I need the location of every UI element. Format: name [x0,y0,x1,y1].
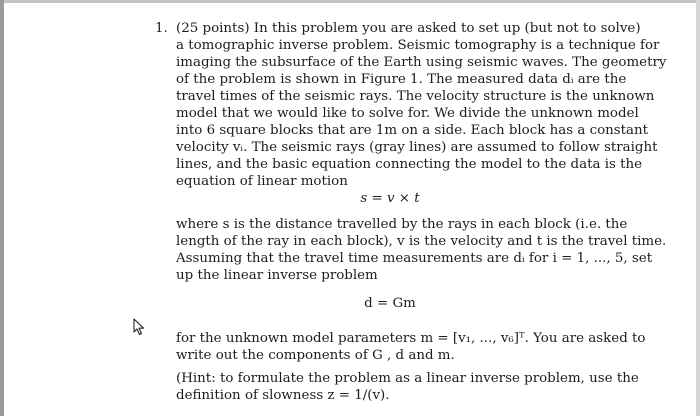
left-edge [0,0,4,416]
text-line: lines, and the basic equation connecting the model to the data is the [176,157,643,172]
text-line: imaging the subsurface of the Earth using seismic waves. The geometry [176,55,667,70]
problem-paragraph-2 [176,216,667,284]
text-line: equation of linear motion [176,174,348,189]
problem-paragraph-4 [176,370,639,404]
right-edge [696,0,700,416]
text-line: up the linear inverse problem [176,268,378,283]
text-line: into 6 square blocks that are 1m on a side. Each block has a constant [176,123,649,138]
text-line: velocity vᵢ. The seismic rays (gray lines) are assumed to follow straight [176,140,658,155]
top-edge [0,0,700,3]
mouse-pointer-icon [132,318,146,336]
text-line: length of the ray in each block), v is the velocity and t is the travel time. [176,234,667,249]
problem-number: 1. [155,21,168,36]
text-line: Assuming that the travel time measurements are dᵢ for i = 1, ..., 5, set [176,251,653,266]
text-line: a tomographic inverse problem. Seismic tomography is a technique for [176,38,660,53]
text-line: write out the components of G , d and m. [176,348,455,363]
problem-paragraph-3 [176,330,646,364]
text-line: of the problem is shown in Figure 1. The measured data dᵢ are the [176,72,627,87]
text-line: (Hint: to formulate the problem as a linear inverse problem, use the [176,371,639,386]
text-line: (25 points) In this problem you are asked to set up (but not to solve) [176,21,641,36]
text-line: definition of slowness z = 1/(v). [176,388,390,403]
problem-paragraph-1 [176,20,667,190]
text-line: for the unknown model parameters m = [v₁, ..., v₆]ᵀ. You are asked to [176,331,646,346]
equation-inverse-problem: d = Gm [364,296,416,311]
text-line: travel times of the seismic rays. The velocity structure is the unknown [176,89,655,104]
equation-linear-motion: s = v × t [360,191,420,206]
text-line: where s is the distance travelled by the rays in each block (i.e. the [176,217,628,232]
text-line: model that we would like to solve for. We divide the unknown model [176,106,639,121]
